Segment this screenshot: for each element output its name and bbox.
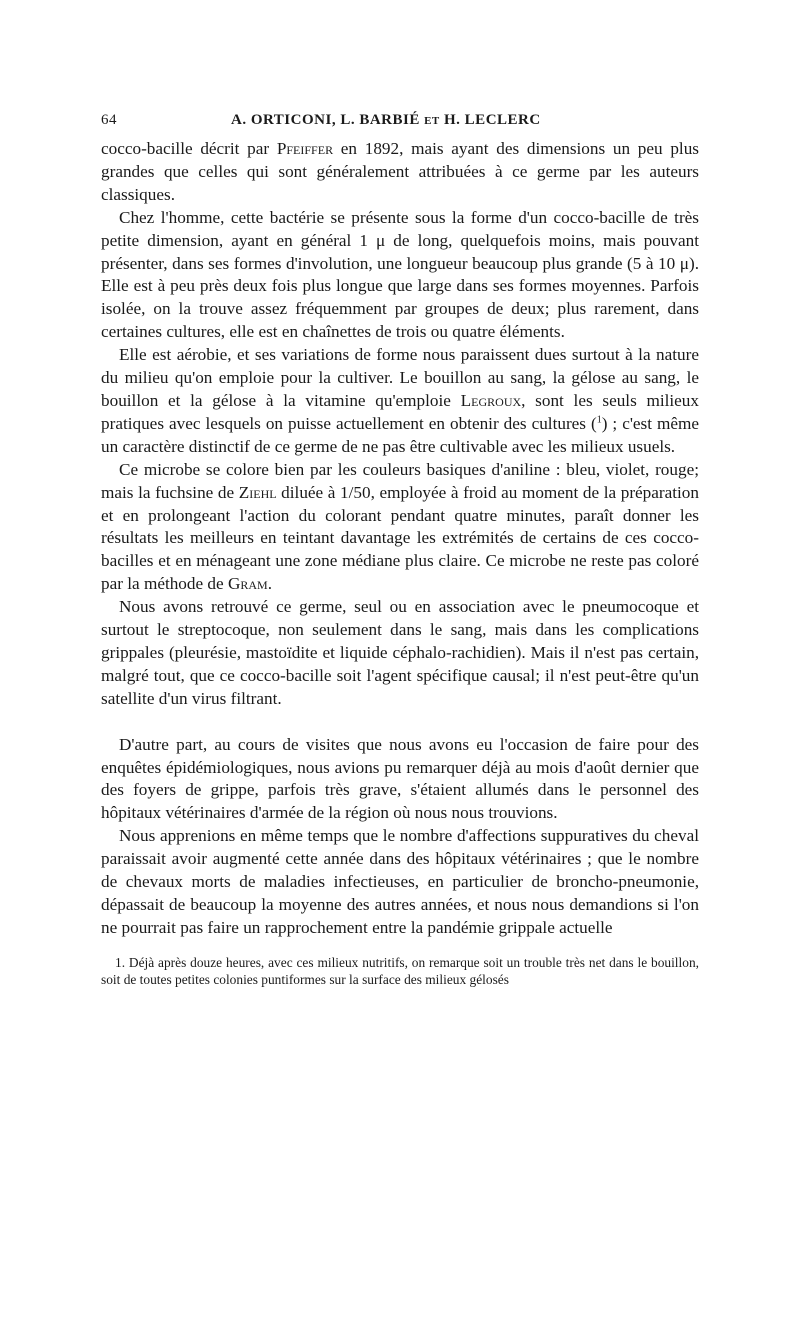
article-body	[101, 138, 699, 940]
paragraph-2: Chez l'homme, cette bactérie se présente sous la forme d'un cocco-bacille de très petite dimension, ayant en général 1 μ de long, quelquefois moins, mais pouvant présenter, dans ses formes d'involution, une longueur beaucoup plus grande (5 à 10 μ). Elle est à peu près deux fois plus longue que large dans ses formes moyennes. Parfois isolée, on la trouve assez fréquemment par groupes de deux; plus rarement, dans certaines cultures, elle est en chaînettes de trois ou quatre éléments.	[101, 207, 699, 342]
author-name-legroux: Legroux	[460, 390, 522, 410]
footnote	[101, 954, 699, 989]
author-name-gram: Gram	[227, 574, 268, 594]
paragraph-7: Nous apprenions en même temps que le nombre d'affections suppuratives du cheval paraissait avoir augmenté cette année dans des hôpitaux vétérinaires ; que le nombre de chevaux morts de maladies infectieuses, en particulier de broncho-pneumonie, dépassait de beaucoup la moyenne des autres années, et nous nous demandions si l'on ne pourrait pas faire un rapprochement entre la pandémie grippale actuelle	[101, 826, 699, 937]
footnote-reference: 1	[596, 414, 602, 426]
paragraph-5: Nous avons retrouvé ce germe, seul ou en association avec le pneumocoque et surtout le streptocoque, non seulement dans le sang, mais dans les complications grippales (pleurésie, mastoïdite et liquide céphalo-rachidien). Mais il n'est pas certain, malgré tout, que ce cocco-bacille soit l'agent spécifique causal; il n'est peut-être qu'un satellite d'un virus filtrant.	[101, 597, 699, 708]
author-name-pfeiffer: Pfeiffer	[276, 139, 334, 158]
page	[101, 112, 699, 989]
footnote-number: 1.	[115, 954, 126, 970]
page-number: 64	[101, 112, 117, 128]
running-header	[101, 112, 699, 138]
paragraph-1: cocco-bacille décrit par Pfeiffer en 1892, mais ayant des dimensions un peu plus grandes que celles qui sont généralement attribuées à ce germe par les auteurs classiques.	[101, 139, 699, 204]
article-authors: A. ORTICONI, L. BARBIÉ et H. LECLERC	[231, 112, 541, 128]
footnote-text: Déjà après douze heures, avec ces milieux nutritifs, on remarque soit un trouble très net dans le bouillon, soit de toutes petites colonies puntiformes sur la surface des milieux gélosés	[101, 954, 699, 988]
author-name-ziehl: Ziehl	[238, 482, 277, 502]
paragraph-4: Ce microbe se colore bien par les couleurs basiques d'aniline : bleu, violet, rouge; mais la fuchsine de Ziehl diluée à 1/50, employée à froid au moment de la préparation et en prolongeant l'action du colorant pendant quatre minutes, paraît donner les résultats les meilleurs en teintant davantage les extrémités de certains de ces cocco-bacilles et en ménageant une zone médiane plus claire. Ce microbe ne reste pas coloré par la méthode de Gram.	[101, 459, 699, 594]
paragraph-6: D'autre part, au cours de visites que nous avons eu l'occasion de faire pour des enquêtes épidémiologiques, nous avions pu remarquer déjà au mois d'août dernier que des foyers de grippe, parfois très grave, s'étaient allumés dans le personnel des hôpitaux vétérinaires d'armée de la région où nous nous trouvions.	[101, 734, 699, 823]
paragraph-3: Elle est aérobie, et ses variations de forme nous paraissent dues surtout à la nature du milieu qu'on emploie pour la cultiver. Le bouillon au sang, la gélose au sang, le bouillon et la gélose à la vitamine qu'emploie Legroux, sont les seuls milieux pratiques avec lesquels on puisse actuellement en obtenir des cultures ($^1$) ; c'est même un caractère distinctif de ce germe de ne pas être cultivable avec les milieux usuels.	[101, 345, 699, 456]
